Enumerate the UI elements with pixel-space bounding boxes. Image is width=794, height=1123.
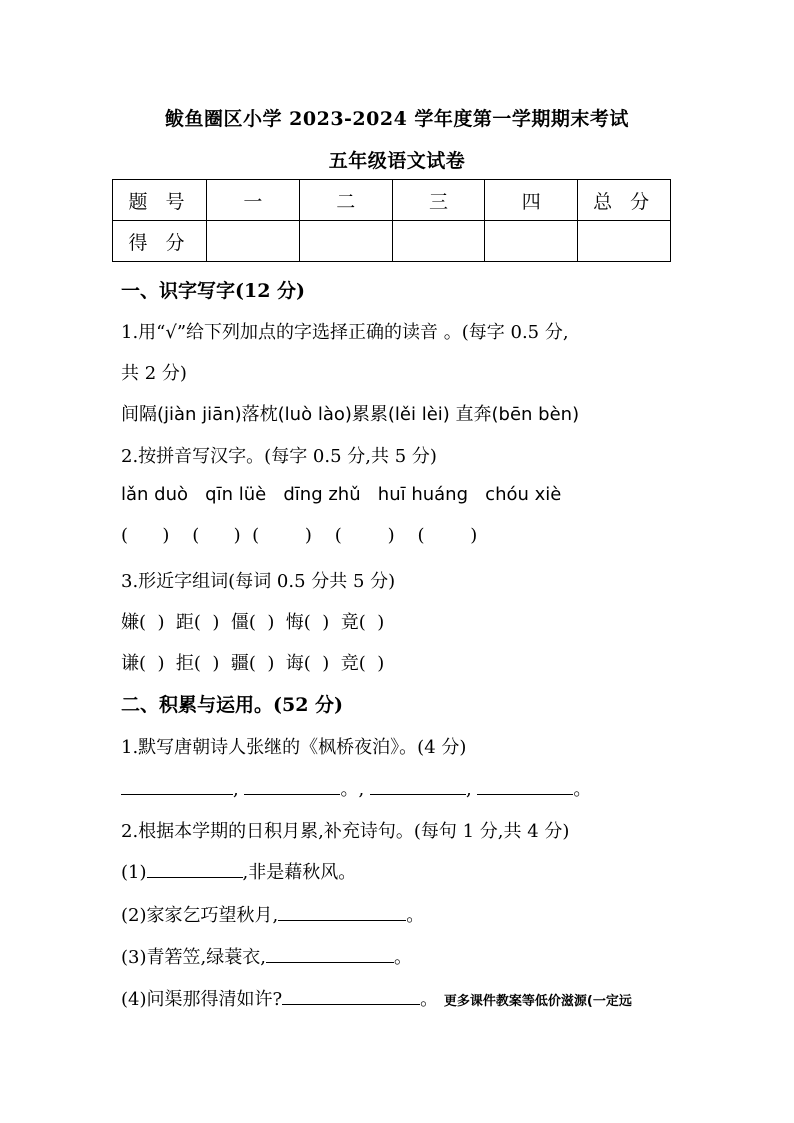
- punctuation: 。: [420, 989, 439, 1010]
- score-input-q1[interactable]: [207, 221, 300, 262]
- score-input-q2[interactable]: [299, 221, 392, 262]
- answer-blank[interactable]: [370, 776, 466, 795]
- punctuation: 。: [573, 779, 592, 800]
- s1-q1-options: 间隔(jiàn jiān)落枕(luò lào)累累(lěi lèi) 直奔(bēn bèn): [121, 404, 580, 425]
- s2-question-2: 2.根据本学期的日积月累,补充诗句。(每句 1 分,共 4 分): [121, 821, 570, 842]
- score-cell-q2: 二: [299, 180, 392, 221]
- score-cell-q3: 三: [392, 180, 485, 221]
- answer-blank[interactable]: [121, 776, 233, 795]
- punctuation: ,: [465, 779, 472, 800]
- poem-text: (4)问渠那得清如许?: [121, 989, 283, 1010]
- s1-q3-row-1[interactable]: 嫌( ) 距( ) 僵( ) 悔( ) 竟( ): [121, 612, 385, 633]
- punctuation: ,: [233, 779, 239, 800]
- answer-blank[interactable]: [278, 902, 406, 921]
- poem-text: (3)青箬笠,绿蓑衣,: [121, 947, 266, 968]
- punctuation: 。: [393, 947, 412, 968]
- answer-blank[interactable]: [147, 859, 243, 878]
- s1-q2-answer-boxes[interactable]: ( ) ( ) ( ) ( ) ( ): [121, 525, 478, 546]
- section-1-heading: 一、识字写字(12 分): [121, 280, 306, 302]
- s2-q1-answer-line: [121, 775, 591, 801]
- score-cell-q4: 四: [485, 180, 578, 221]
- s1-question-1-cont: 共 2 分): [121, 363, 187, 384]
- score-table-row-header: [113, 180, 671, 221]
- score-input-q4[interactable]: [485, 221, 578, 262]
- poem-text: (2)家家乞巧望秋月,: [121, 905, 279, 926]
- s1-q3-row-2[interactable]: 谦( ) 拒( ) 疆( ) 诲( ) 竞( ): [121, 653, 385, 674]
- punctuation: 。: [406, 905, 425, 926]
- s1-question-2: 2.按拼音写汉字。(每字 0.5 分,共 5 分): [121, 446, 437, 467]
- score-cell-q1: 一: [207, 180, 300, 221]
- score-table: [112, 179, 671, 262]
- score-cell-label: 题 号: [113, 180, 207, 221]
- score-input-q3[interactable]: [392, 221, 485, 262]
- score-table-row-score: [113, 221, 671, 262]
- score-cell-total: 总 分: [578, 180, 671, 221]
- answer-blank[interactable]: [477, 776, 573, 795]
- exam-subtitle: 五年级语文试卷: [328, 150, 466, 172]
- section-2-heading: 二、积累与运用。(52 分): [121, 694, 344, 716]
- punctuation: 。,: [340, 779, 365, 800]
- answer-blank[interactable]: [244, 776, 340, 795]
- answer-blank[interactable]: [282, 986, 420, 1005]
- poem-text: ,非是藉秋风。: [242, 862, 357, 883]
- exam-title: 鲅鱼圈区小学 2023-2024 学年度第一学期期末考试: [165, 108, 629, 130]
- s2-q2-item-1: [121, 858, 356, 884]
- s1-question-1: 1.用“√”给下列加点的字选择正确的读音 。(每字 0.5 分,: [121, 322, 569, 343]
- s1-q2-pinyin: lǎn duò qīn lüè dīng zhǔ huī huáng chóu xiè: [121, 484, 562, 505]
- s1-question-3: 3.形近字组词(每词 0.5 分共 5 分): [121, 571, 396, 592]
- score-cell-label: 得 分: [113, 221, 207, 262]
- s2-q2-item-3: [121, 943, 412, 969]
- item-label: (1): [121, 862, 147, 883]
- s2-q2-item-2: [121, 901, 424, 927]
- answer-blank[interactable]: [266, 944, 394, 963]
- s2-question-1: 1.默写唐朝诗人张继的《枫桥夜泊》。(4 分): [121, 737, 467, 758]
- s2-q2-item-4: [121, 985, 632, 1011]
- promo-note: 更多课件教案等低价滋源(一定远: [443, 994, 632, 1009]
- score-input-total[interactable]: [578, 221, 671, 262]
